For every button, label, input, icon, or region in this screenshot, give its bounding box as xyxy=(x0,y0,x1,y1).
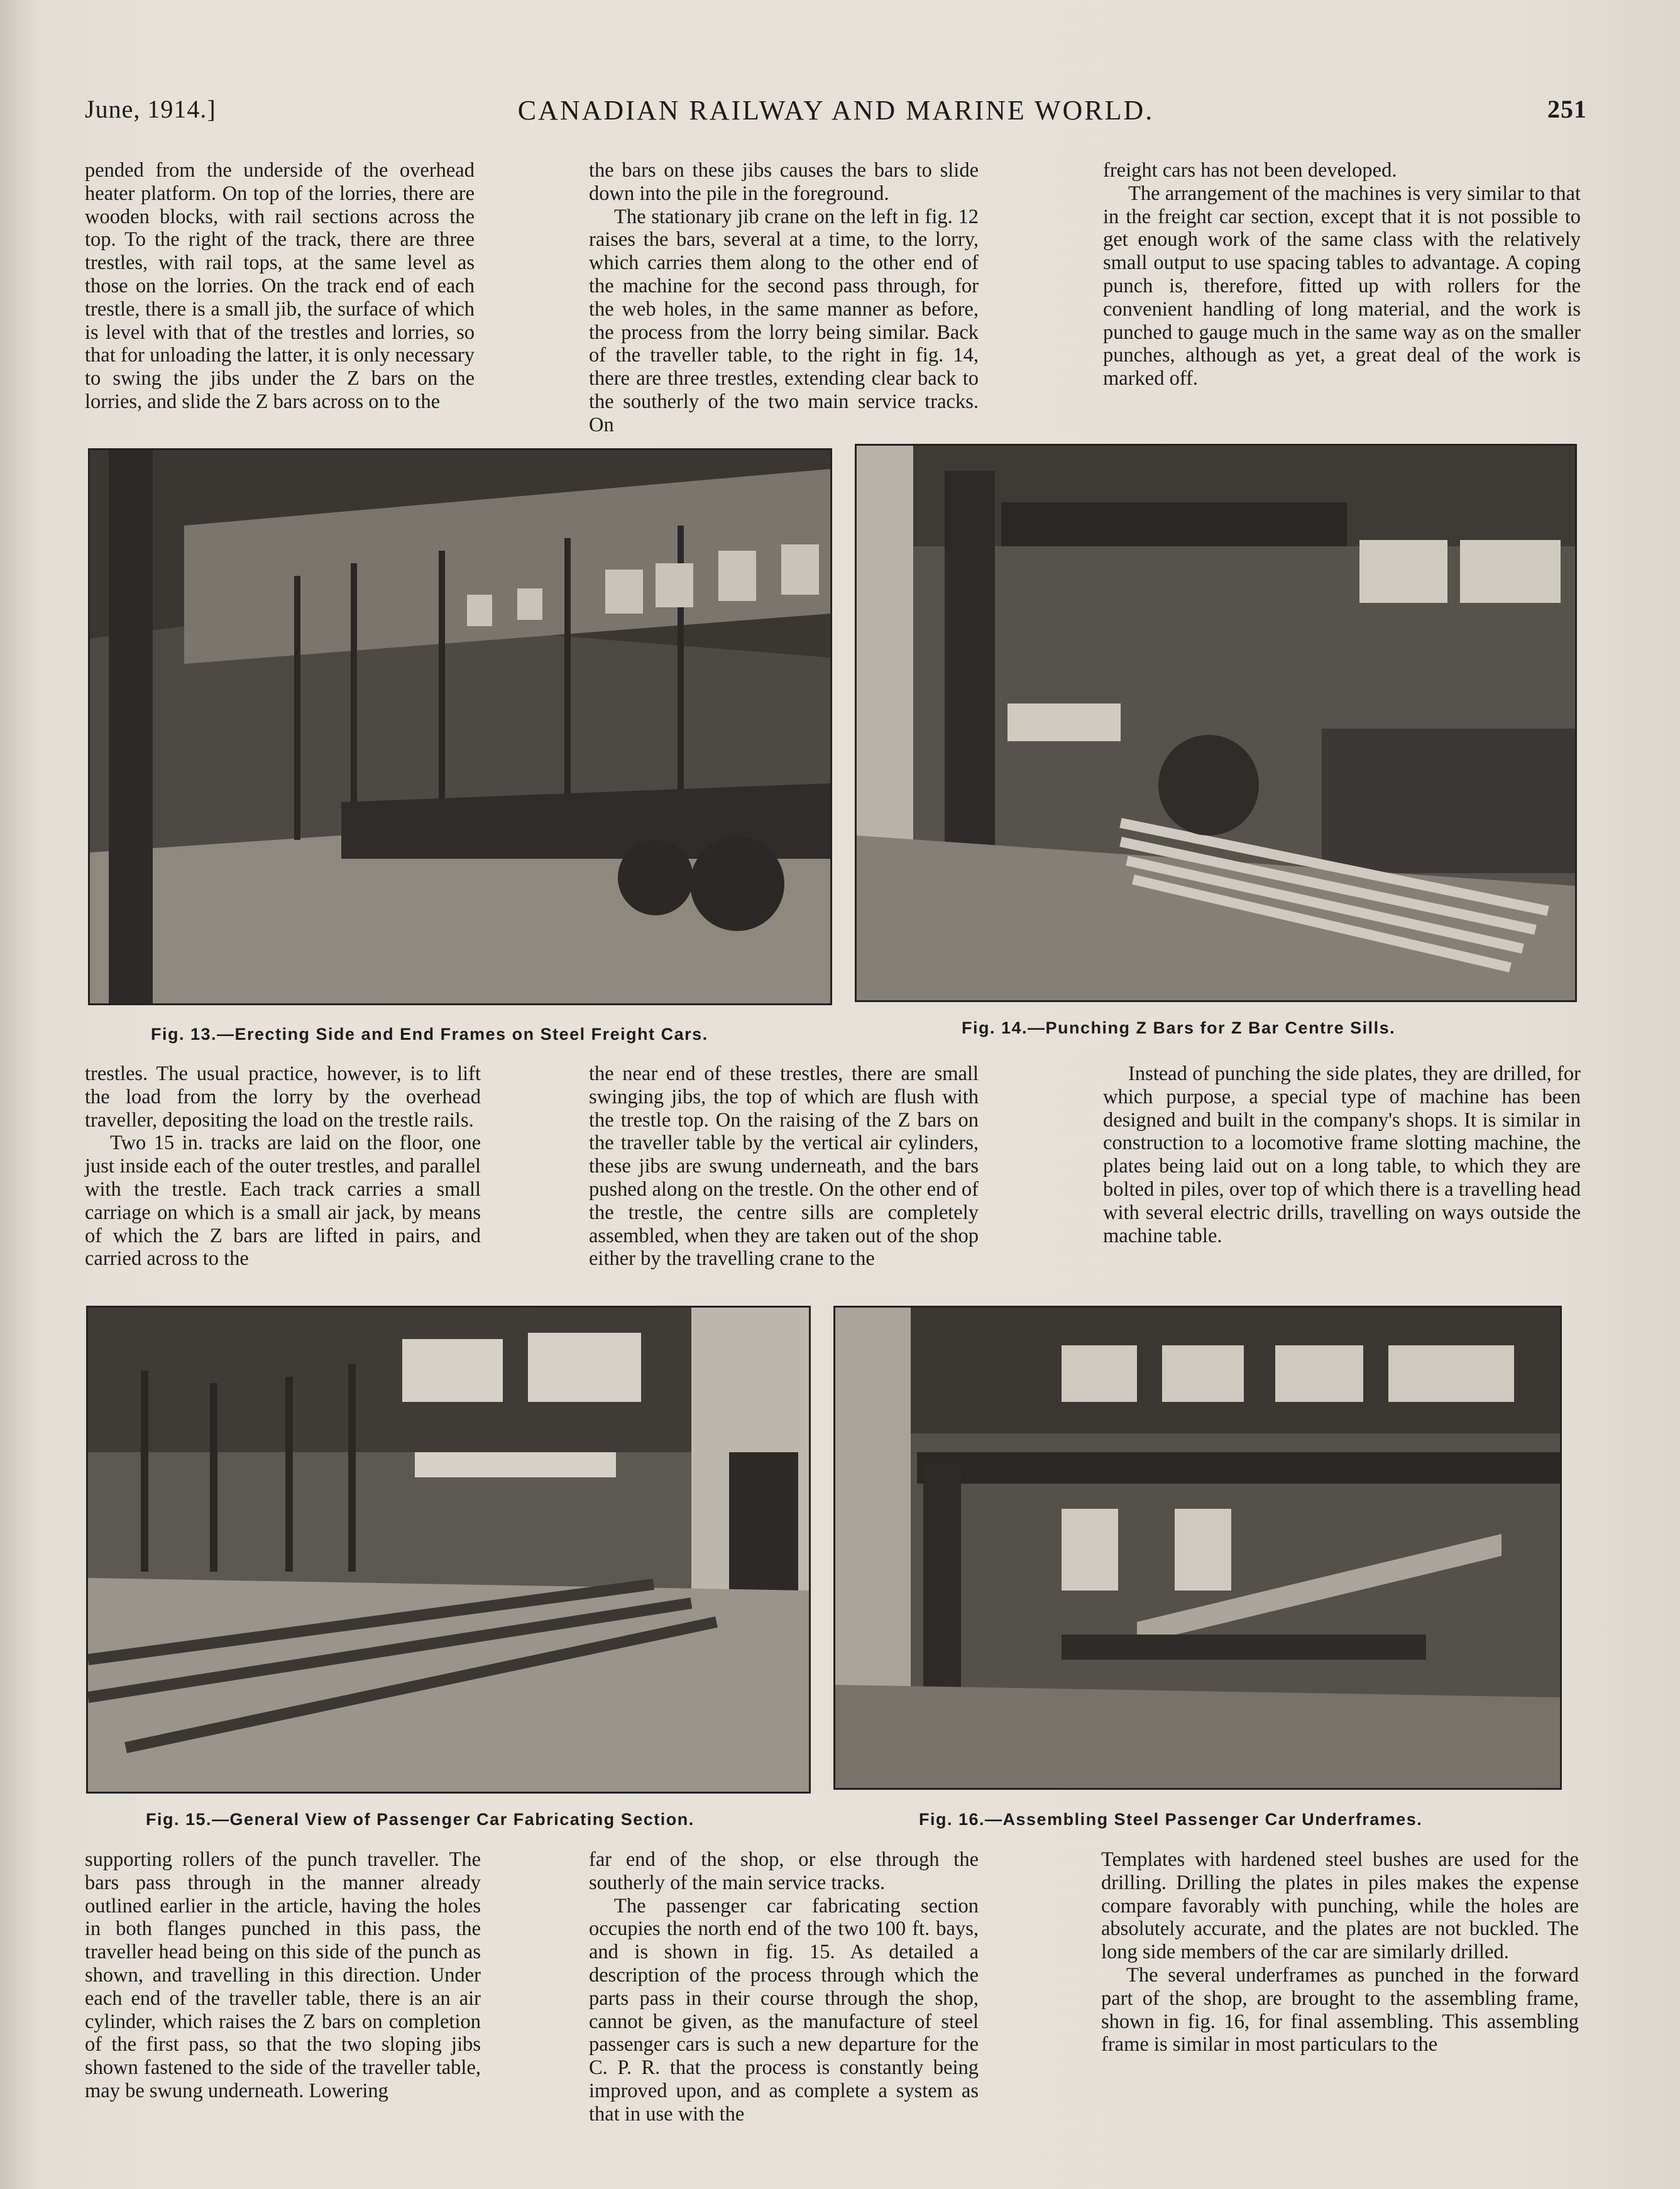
photo-fig-13 xyxy=(88,448,832,1005)
middle-column-1 xyxy=(85,1062,481,1271)
photo-erecting-frames xyxy=(90,450,830,1003)
bottom-column-2 xyxy=(589,1848,979,2126)
paragraph: The stationary jib crane on the left in fig. 12 raises the bars, several at a time, to the lorry, which carries them along to the other end of the machine for the second pass through, for the web holes, in the same manner as before, the process from the lorry being similar. Back of the traveller table, to the right in fig. 14, there are three trestles, extending clear back to the southerly of the two main service tracks. On xyxy=(589,205,979,436)
issue-date: June, 1914.] xyxy=(85,95,216,123)
photo-fig-15 xyxy=(86,1306,811,1794)
paragraph: The several underframes as punched in the forward part of the shop, are brought to the assembling frame, shown in fig. 16, for final assembling. This assembling frame is similar in most particulars to the xyxy=(1101,1963,1579,2056)
photo-fig-14 xyxy=(855,444,1577,1002)
running-header xyxy=(85,94,1587,132)
paragraph: far end of the shop, or else through the southerly of the main service tracks. xyxy=(589,1848,979,1894)
bottom-column-1 xyxy=(85,1848,481,2103)
caption-fig-13: Fig. 13.—Erecting Side and End Frames on Steel Freight Cars. xyxy=(151,1025,708,1044)
caption-fig-16: Fig. 16.—Assembling Steel Passenger Car Underframes. xyxy=(919,1810,1423,1829)
paragraph: pended from the underside of the overhead heater platform. On top of the lorries, there are wooden blocks, with rail sections across the top. To the right of the track, there are three trestles, with rail tops, at the same level as those on the lorries. On the track end of each trestle, there is a small jib, the surface of which is level with that of the trestles and lorries, so that for unloading the latter, it is only necessary to swing the jibs under the Z bars on the lorries, and slide the Z bars across on to the xyxy=(85,159,475,413)
paragraph: The passenger car fabricating section occupies the north end of the two 100 ft. bays, and is shown in fig. 15. As detailed a description of the process through which the parts pass in their course through the shop, cannot be given, as the manufacture of steel passenger cars is such a new departure for the C. P. R. that the process is constantly being improved upon, and as complete a system as that in use with the xyxy=(589,1894,979,2126)
photo-assembling-underframes xyxy=(835,1308,1560,1788)
bottom-column-3 xyxy=(1101,1848,1579,2056)
top-column-2 xyxy=(589,159,979,437)
paragraph: Instead of punching the side plates, they are drilled, for which purpose, a special type of machine has been designed and built in the company's shops. It is similar in construction to a locomotive frame slotting machine, the plates being laid out on a long table, to which they are bolted in piles, over top of which there is a travelling head with several electric drills, travelling on ways outside the machine table. xyxy=(1103,1062,1581,1247)
paragraph: Two 15 in. tracks are laid on the floor, one just inside each of the outer trestles, and parallel with the trestle. Each track carries a small carriage on which is a small air jack, by means of which the Z bars are lifted in pairs, and carried across to the xyxy=(85,1132,481,1271)
journal-title: CANADIAN RAILWAY AND MARINE WORLD. xyxy=(517,95,1155,126)
paragraph: freight cars has not been developed. xyxy=(1103,159,1397,182)
photo-fig-16 xyxy=(833,1306,1562,1790)
paragraph: the bars on these jibs causes the bars to slide down into the pile in the foreground. xyxy=(589,159,979,205)
top-column-1 xyxy=(85,159,475,414)
top-column-3 xyxy=(1103,159,1581,390)
middle-column-3 xyxy=(1103,1062,1581,1247)
paragraph: trestles. The usual practice, however, is to lift the load from the lorry by the overhead traveller, depositing the load on the trestle rails. xyxy=(85,1062,481,1132)
photo-punching-z-bars xyxy=(857,446,1575,1000)
paragraph: the near end of these trestles, there are small swinging jibs, the top of which are flush with the trestle top. On the raising of the Z bars on the traveller table by the vertical air cylinders, these jibs are swung underneath, and the bars pushed along on the trestle. On the other end of the trestle, the centre sills are completely assembled, when they are taken out of the shop either by the travelling crane to the xyxy=(589,1062,979,1271)
paragraph: supporting rollers of the punch traveller. The bars pass through in the manner already outlined earlier in the article, having the holes in both flanges punched in this pass, the traveller head being on this side of the punch as shown, and travelling in this direction. Under each end of the traveller table, there is an air cylinder, which raises the Z bars on completion of the first pass, so that the two sloping jibs shown fastened to the side of the traveller table, may be swung underneath. Lowering xyxy=(85,1848,481,2102)
middle-column-2 xyxy=(589,1062,979,1271)
paragraph: Templates with hardened steel bushes are used for the drilling. Drilling the plates in piles makes the expense compare favorably with punching, while the holes are absolutely accurate, and the plates are not buckled. The long side members of the car are similarly drilled. xyxy=(1101,1848,1579,1964)
page-number: 251 xyxy=(1547,95,1587,123)
caption-fig-14: Fig. 14.—Punching Z Bars for Z Bar Centre Sills. xyxy=(962,1018,1396,1037)
photo-fabricating-section xyxy=(88,1308,809,1792)
caption-fig-15: Fig. 15.—General View of Passenger Car Fabricating Section. xyxy=(146,1810,695,1829)
paragraph: The arrangement of the machines is very similar to that in the freight car section, except that it is not possible to get enough work of the same class with the relatively small output to use spacing tables to advantage. A coping punch is, therefore, fitted up with rollers for the convenient handling of long material, and the work is punched to gauge much in the same way as on the smaller punches, although as yet, a great deal of the work is marked off. xyxy=(1103,182,1581,390)
